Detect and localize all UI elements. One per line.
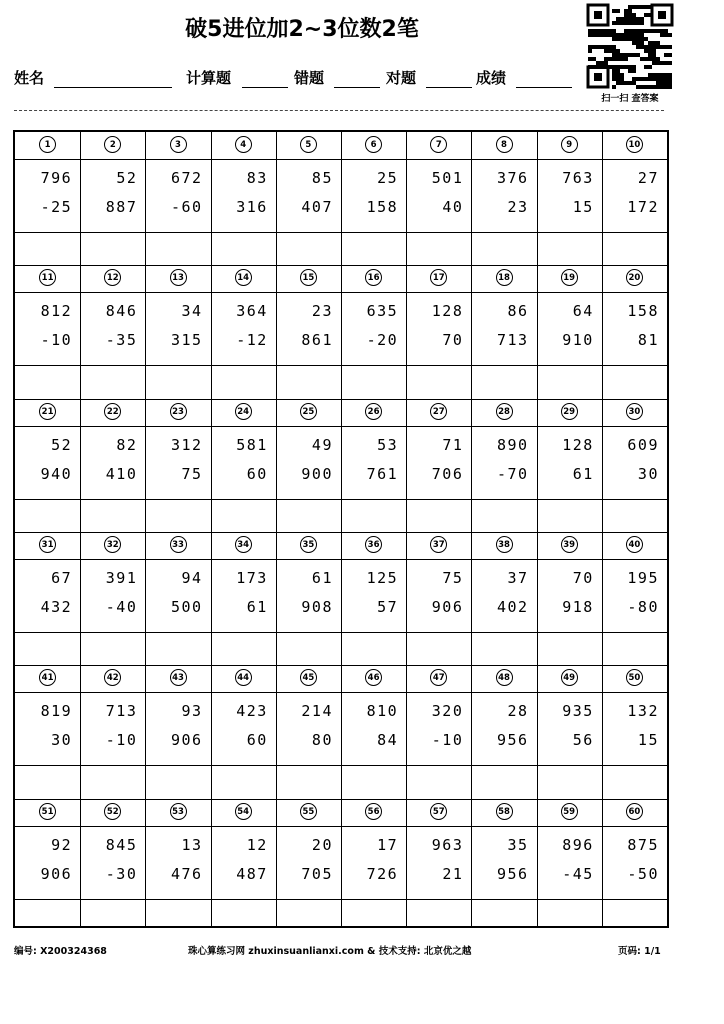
addend-1: 812	[40, 302, 73, 321]
addend-1: 67	[51, 568, 73, 587]
addend-1: 125	[366, 568, 399, 587]
addend-1: 75	[442, 568, 464, 587]
score-blank[interactable]	[516, 87, 572, 88]
answer-box[interactable]	[15, 765, 80, 798]
addend-1: 17	[377, 835, 399, 854]
addend-2: 487	[236, 864, 268, 883]
problem-number-badge: 5	[300, 136, 317, 153]
problem-number-badge: 42	[104, 669, 121, 686]
answer-box[interactable]	[276, 499, 341, 532]
answer-box[interactable]	[471, 499, 536, 532]
addend-2: 900	[301, 464, 333, 483]
addend-2: 21	[442, 864, 464, 883]
addend-2: 30	[637, 464, 659, 483]
problem-number-badge: 28	[496, 403, 513, 420]
grid-column-line	[602, 132, 603, 926]
problem-number-badge: 19	[561, 269, 578, 286]
student-info-row	[14, 67, 594, 91]
answer-box[interactable]	[145, 499, 210, 532]
problem-number-badge: 25	[300, 403, 317, 420]
answer-box[interactable]	[537, 499, 602, 532]
answer-box[interactable]	[80, 365, 145, 398]
answer-box[interactable]	[406, 499, 471, 532]
problem-number-badge: 60	[626, 803, 643, 820]
addend-1: 27	[637, 169, 659, 187]
addend-1: 49	[311, 435, 333, 454]
addend-1: 94	[181, 568, 203, 587]
problem-number-badge: 2	[104, 136, 121, 153]
addend-2: 500	[170, 597, 203, 616]
addend-2: 70	[442, 331, 464, 350]
problem-number-badge: 51	[39, 803, 56, 820]
grid-column-line	[537, 132, 538, 926]
problem-number-badge: 22	[104, 403, 121, 420]
answer-box[interactable]	[211, 232, 276, 265]
problem-number-badge: 55	[300, 803, 317, 820]
addend-1: 53	[377, 435, 399, 454]
addend-1: 312	[170, 435, 203, 454]
score-label: 成绩	[476, 69, 507, 87]
addend-1: 875	[627, 835, 659, 854]
addend-2: 906	[170, 731, 203, 750]
answer-box[interactable]	[602, 765, 667, 798]
addend-1: 845	[105, 835, 138, 854]
answer-box[interactable]	[15, 899, 80, 932]
problem-number-badge: 18	[496, 269, 513, 286]
problem-number-badge: 43	[170, 669, 187, 686]
addend-1: 501	[431, 169, 464, 187]
answer-box[interactable]	[537, 765, 602, 798]
answer-box[interactable]	[80, 765, 145, 798]
answer-box[interactable]	[276, 765, 341, 798]
answer-box[interactable]	[602, 632, 667, 665]
answer-box[interactable]	[406, 765, 471, 798]
problem-number-badge: 47	[430, 669, 447, 686]
qr-caption: 扫一扫 查答案	[601, 94, 659, 104]
addend-1: 376	[496, 169, 529, 187]
addend-1: 13	[181, 835, 203, 854]
addend-1: 890	[496, 435, 529, 454]
addend-2: 60	[246, 464, 268, 483]
answer-box[interactable]	[80, 499, 145, 532]
addend-2: 172	[627, 198, 659, 216]
addend-1: 52	[51, 435, 73, 454]
addend-1: 23	[311, 302, 333, 321]
addend-1: 846	[105, 302, 138, 321]
addend-2: 908	[301, 597, 333, 616]
answer-box[interactable]	[471, 899, 536, 932]
problem-number-badge: 44	[235, 669, 252, 686]
answer-box[interactable]	[602, 499, 667, 532]
answer-box[interactable]	[471, 365, 536, 398]
addend-2: -10	[40, 331, 73, 350]
addend-1: 195	[627, 568, 659, 587]
answer-box[interactable]	[80, 232, 145, 265]
addend-2: 61	[572, 464, 594, 483]
addend-2: 940	[40, 464, 73, 483]
problem-number-badge: 23	[170, 403, 187, 420]
addend-1: 71	[442, 435, 464, 454]
addend-2: 30	[51, 731, 73, 750]
addend-2: -60	[170, 198, 203, 216]
worksheet-code: 编号: X200324368	[14, 946, 107, 957]
addend-2: 81	[637, 331, 659, 350]
addend-1: 364	[236, 302, 268, 321]
answer-box[interactable]	[341, 899, 406, 932]
problem-number-badge: 38	[496, 536, 513, 553]
addend-1: 34	[181, 302, 203, 321]
addend-1: 35	[507, 835, 529, 854]
addend-2: 60	[246, 731, 268, 750]
problem-number-badge: 40	[626, 536, 643, 553]
answer-box[interactable]	[15, 632, 80, 665]
addend-2: 15	[637, 731, 659, 750]
answer-box[interactable]	[15, 365, 80, 398]
problem-number-badge: 32	[104, 536, 121, 553]
problem-number-badge: 1	[39, 136, 56, 153]
answer-box[interactable]	[406, 632, 471, 665]
addend-2: 861	[301, 331, 333, 350]
problem-number-badge: 17	[430, 269, 447, 286]
answer-box[interactable]	[537, 632, 602, 665]
problem-number-badge: 14	[235, 269, 252, 286]
problem-number-badge: 36	[365, 536, 382, 553]
addend-1: 581	[236, 435, 268, 454]
problem-number-badge: 13	[170, 269, 187, 286]
addend-2: 80	[311, 731, 333, 750]
answer-box[interactable]	[211, 499, 276, 532]
problem-number-badge: 24	[235, 403, 252, 420]
problem-number-badge: 54	[235, 803, 252, 820]
addend-1: 28	[507, 702, 529, 721]
addend-1: 92	[51, 835, 73, 854]
answer-box[interactable]	[15, 499, 80, 532]
addend-1: 810	[366, 702, 399, 721]
addend-1: 796	[40, 169, 73, 187]
problem-number-badge: 52	[104, 803, 121, 820]
addend-1: 85	[311, 169, 333, 187]
addend-1: 320	[431, 702, 464, 721]
addend-2: -45	[562, 864, 594, 883]
answer-box[interactable]	[276, 365, 341, 398]
problem-number-badge: 12	[104, 269, 121, 286]
answer-box[interactable]	[211, 899, 276, 932]
addend-2: -10	[431, 731, 464, 750]
addend-2: 726	[366, 864, 399, 883]
addend-2: 410	[105, 464, 138, 483]
answer-box[interactable]	[537, 365, 602, 398]
problem-number-badge: 53	[170, 803, 187, 820]
addend-1: 93	[181, 702, 203, 721]
answer-box[interactable]	[471, 632, 536, 665]
addend-2: 61	[246, 597, 268, 616]
addend-1: 635	[366, 302, 399, 321]
addend-1: 20	[311, 835, 333, 854]
addend-2: 75	[181, 464, 203, 483]
addend-1: 609	[627, 435, 659, 454]
answer-box[interactable]	[145, 632, 210, 665]
problem-number-badge: 7	[430, 136, 447, 153]
addend-2: 432	[40, 597, 73, 616]
addend-2: 84	[377, 731, 399, 750]
answer-box[interactable]	[341, 632, 406, 665]
grid-column-line	[276, 132, 277, 926]
problem-number-badge: 50	[626, 669, 643, 686]
answer-box[interactable]	[145, 765, 210, 798]
correct-blank[interactable]	[426, 87, 472, 88]
correct-label: 对题	[386, 69, 417, 87]
grid-column-line	[341, 132, 342, 926]
grid-column-line	[406, 132, 407, 926]
addend-2: 315	[170, 331, 203, 350]
addend-2: -20	[366, 331, 399, 350]
problem-number-badge: 45	[300, 669, 317, 686]
answer-box[interactable]	[406, 365, 471, 398]
addend-2: 316	[236, 198, 268, 216]
grid-column-line	[80, 132, 81, 926]
cut-line	[14, 110, 664, 111]
problem-number-badge: 41	[39, 669, 56, 686]
addend-1: 713	[105, 702, 138, 721]
addend-2: 956	[496, 864, 529, 883]
total-questions-blank[interactable]	[242, 87, 288, 88]
addend-2: -70	[496, 464, 529, 483]
addend-2: 910	[562, 331, 594, 350]
addend-2: -80	[627, 597, 659, 616]
addend-2: 906	[431, 597, 464, 616]
addend-1: 12	[246, 835, 268, 854]
addend-1: 896	[562, 835, 594, 854]
answer-box[interactable]	[15, 232, 80, 265]
addend-2: 23	[507, 198, 529, 216]
addend-1: 25	[377, 169, 399, 187]
addend-1: 86	[507, 302, 529, 321]
answer-box[interactable]	[341, 232, 406, 265]
addend-1: 64	[572, 302, 594, 321]
problem-number-badge: 20	[626, 269, 643, 286]
addend-1: 128	[562, 435, 594, 454]
addend-2: 705	[301, 864, 333, 883]
answer-box[interactable]	[471, 765, 536, 798]
addend-2: 956	[496, 731, 529, 750]
addend-1: 82	[116, 435, 138, 454]
problem-number-badge: 10	[626, 136, 643, 153]
problem-number-badge: 48	[496, 669, 513, 686]
answer-box[interactable]	[602, 232, 667, 265]
answer-box[interactable]	[80, 899, 145, 932]
answer-box[interactable]	[80, 632, 145, 665]
answer-box[interactable]	[211, 765, 276, 798]
grid-column-line	[211, 132, 212, 926]
addend-2: -10	[105, 731, 138, 750]
answer-box[interactable]	[211, 365, 276, 398]
addend-1: 37	[507, 568, 529, 587]
problem-number-badge: 57	[430, 803, 447, 820]
answer-box[interactable]	[471, 232, 536, 265]
addend-1: 672	[170, 169, 203, 187]
answer-box[interactable]	[211, 632, 276, 665]
grid-column-line	[145, 132, 146, 926]
addend-1: 128	[431, 302, 464, 321]
addend-2: -12	[236, 331, 268, 350]
addend-2: -35	[105, 331, 138, 350]
problem-number-badge: 6	[365, 136, 382, 153]
problem-number-badge: 16	[365, 269, 382, 286]
addend-1: 61	[311, 568, 333, 587]
addend-2: -25	[40, 198, 73, 216]
problem-number-badge: 8	[496, 136, 513, 153]
answer-box[interactable]	[406, 899, 471, 932]
addend-2: -50	[627, 864, 659, 883]
answer-box[interactable]	[145, 232, 210, 265]
addend-1: 214	[301, 702, 333, 721]
addend-2: 158	[366, 198, 399, 216]
addend-2: 40	[442, 198, 464, 216]
problem-number-badge: 33	[170, 536, 187, 553]
worksheet-title: 破5进位加2~3位数2笔	[185, 17, 419, 42]
problem-number-badge: 15	[300, 269, 317, 286]
addend-1: 391	[105, 568, 138, 587]
addend-2: -40	[105, 597, 138, 616]
total-questions-label: 计算题	[186, 69, 232, 87]
answer-box[interactable]	[341, 365, 406, 398]
addend-1: 173	[236, 568, 268, 587]
problem-number-badge: 11	[39, 269, 56, 286]
answer-box[interactable]	[406, 232, 471, 265]
answer-box[interactable]	[341, 499, 406, 532]
problem-number-badge: 29	[561, 403, 578, 420]
problem-number-badge: 30	[626, 403, 643, 420]
problem-number-badge: 35	[300, 536, 317, 553]
answer-box[interactable]	[276, 232, 341, 265]
addend-1: 819	[40, 702, 73, 721]
addend-2: 906	[40, 864, 73, 883]
wrong-blank[interactable]	[334, 87, 380, 88]
answer-box[interactable]	[341, 765, 406, 798]
answer-box[interactable]	[145, 365, 210, 398]
addend-1: 158	[627, 302, 659, 321]
addend-1: 763	[562, 169, 594, 187]
name-label: 姓名	[14, 69, 45, 87]
answer-box[interactable]	[276, 632, 341, 665]
problem-number-badge: 56	[365, 803, 382, 820]
answer-box[interactable]	[602, 899, 667, 932]
answer-box[interactable]	[602, 365, 667, 398]
addend-1: 52	[116, 169, 138, 187]
problem-number-badge: 27	[430, 403, 447, 420]
problem-number-badge: 34	[235, 536, 252, 553]
addend-2: 918	[562, 597, 594, 616]
problem-number-badge: 31	[39, 536, 56, 553]
problem-grid	[13, 130, 669, 928]
problem-number-badge: 26	[365, 403, 382, 420]
answer-box[interactable]	[145, 899, 210, 932]
problem-number-badge: 37	[430, 536, 447, 553]
wrong-label: 错题	[294, 69, 325, 87]
problem-number-badge: 3	[170, 136, 187, 153]
addend-2: 887	[105, 198, 138, 216]
addend-1: 935	[562, 702, 594, 721]
problem-number-badge: 46	[365, 669, 382, 686]
problem-number-badge: 21	[39, 403, 56, 420]
addend-2: 761	[366, 464, 399, 483]
addend-2: 402	[496, 597, 529, 616]
addend-1: 423	[236, 702, 268, 721]
addend-2: -30	[105, 864, 138, 883]
answer-box[interactable]	[276, 899, 341, 932]
addend-2: 476	[170, 864, 203, 883]
addend-1: 70	[572, 568, 594, 587]
problem-number-badge: 4	[235, 136, 252, 153]
answer-box[interactable]	[537, 899, 602, 932]
addend-1: 132	[627, 702, 659, 721]
problem-number-badge: 39	[561, 536, 578, 553]
problem-number-badge: 59	[561, 803, 578, 820]
page-number: 页码: 1/1	[618, 946, 661, 957]
problem-number-badge: 49	[561, 669, 578, 686]
addend-2: 56	[572, 731, 594, 750]
addend-2: 57	[377, 597, 399, 616]
qr-code	[586, 3, 674, 89]
addend-1: 83	[246, 169, 268, 187]
addend-2: 15	[572, 198, 594, 216]
addend-2: 713	[496, 331, 529, 350]
addend-1: 963	[431, 835, 464, 854]
problem-number-badge: 9	[561, 136, 578, 153]
addend-2: 407	[301, 198, 333, 216]
answer-box[interactable]	[537, 232, 602, 265]
addend-2: 706	[431, 464, 464, 483]
grid-column-line	[471, 132, 472, 926]
problem-number-badge: 58	[496, 803, 513, 820]
site-credit: 珠心算练习网 zhuxinsuanlianxi.com & 技术支持: 北京优之越	[188, 946, 472, 957]
name-blank[interactable]	[54, 87, 172, 88]
